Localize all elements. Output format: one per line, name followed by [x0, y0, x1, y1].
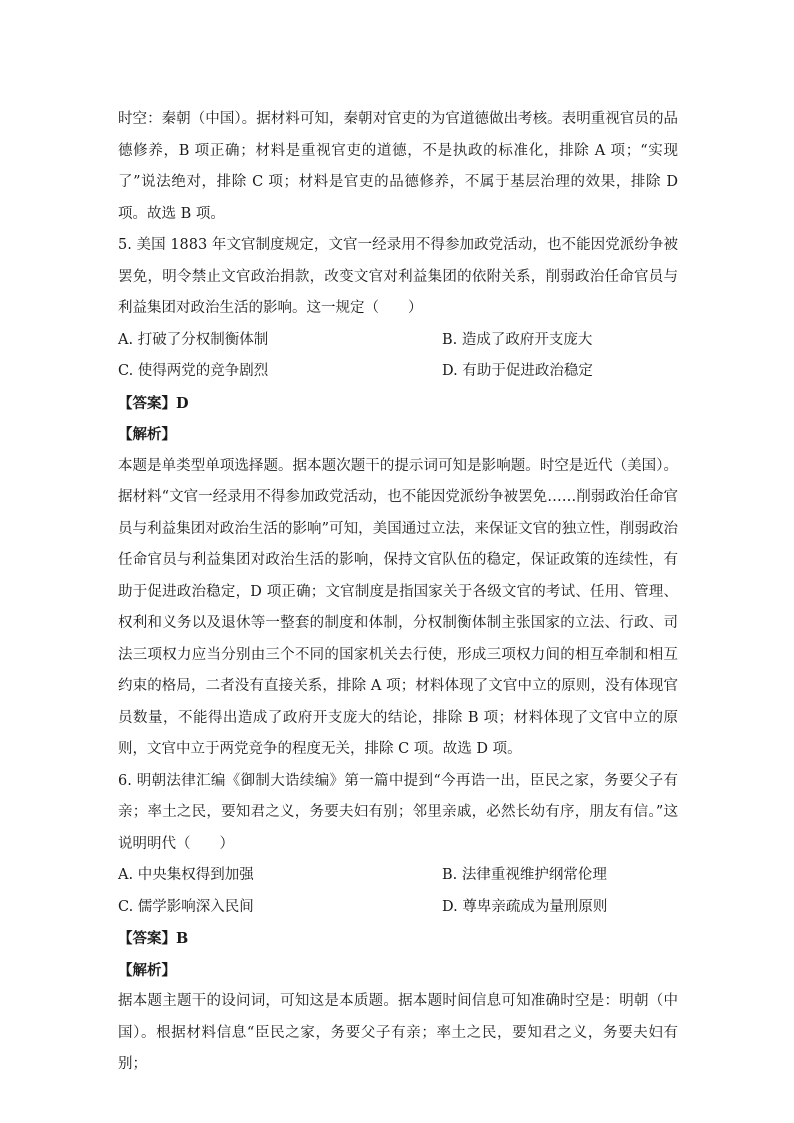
question-5-stem: 5. 美国 1883 年文官制度规定，文官一经录用不得参加政党活动，也不能因党派纷争被罢免，明令禁止文官政治捐款，改变文官对利益集团的依附关系，削弱政治任命官员与利益集团对政治生活的影响。这一规定（ ） [118, 237, 678, 316]
question-6-answer: 【答案】B [118, 930, 189, 947]
question-5-option-b: B. 造成了政府开支庞大 [442, 331, 593, 348]
question-5-option-d: D. 有助于促进政治稳定 [442, 363, 593, 379]
question-5-option-a: A. 打破了分权制衡体制 [118, 331, 269, 348]
question-6-analysis-label: 【解析】 [118, 961, 176, 979]
document-page [118, 104, 678, 1081]
question-6-option-d: D. 尊卑亲疏成为量刑原则 [442, 898, 608, 915]
question-6-options-row-2 [118, 892, 678, 924]
question-5-options-row-2 [118, 356, 678, 388]
question-5-option-c: C. 使得两党的竞争剧烈 [118, 363, 269, 379]
question-6-analysis: 据本题主题干的设问词，可知这是本质题。据本题时间信息可知准确时空是：明朝（中国）。根据材料信息“臣民之家，务要父子有亲；率土之民，要知君之义，务要夫妇有别； [118, 993, 678, 1072]
question-6-option-c: C. 儒学影响深入民间 [118, 898, 254, 915]
question-6-option-a: A. 中央集权得到加强 [118, 867, 254, 883]
question-6-option-b: B. 法律重视维护纲常伦理 [442, 867, 607, 883]
question-6-stem: 6. 明朝法律汇编《御制大诰续编》第一篇中提到“今再诰一出，臣民之家，务要父子有亲；率土之民，要知君之义，务要夫妇有别；邻里亲戚，必然长幼有序，朋友有信。”这说明明代（ ） [118, 772, 678, 852]
question-5-options-row-1 [118, 325, 678, 357]
question-5-analysis: 本题是单类型单项选择题。据本题次题干的提示词可知是影响题。时空是近代（美国）。据材料“文官一经录用不得参加政党活动，也不能因党派纷争被罢免……削弱政治任命官员与利益集团对政治生活的影响”可知，美国通过立法，来保证文官的独立性，削弱政治任命官员与利益集团对政治生活的影响，保持文官队伍的稳定，保证政策的连续性，有助于促进政治稳定，D 项正确；文官制度是指国家关于各级文官的考试、任用、管理、权利和义务以及退休等一整套的制度和体制，分权制衡体制主张国家的立法、行政、司法三项权力应当分别由三个不同的国家机关去行使，形成三项权力间的相互牵制和相互约束的格局，二者没有直接关系，排除 A 项；材料体现了文官中立的原则，没有体现官员数量，不能得出造成了政府开支庞大的结论，排除 B 项；材料体现了文官中立的原则，文官中立于两党竞争的程度无关，排除 C 项。故选 D 项。 [118, 457, 678, 757]
question-6-options-row-1 [118, 860, 678, 892]
question-5-analysis-label: 【解析】 [118, 426, 176, 443]
question-5-answer: 【答案】D [118, 394, 189, 412]
previous-analysis-paragraph: 时空：秦朝（中国）。据材料可知，秦朝对官吏的为官道德做出考核。表明重视官员的品德修养，B 项正确；材料是重视官吏的道德，不是执政的标准化，排除 A 项；“实现了”说法绝对，排除 C 项；材料是官吏的品德修养，不属于基层治理的效果，排除 D 项。故选 B 项。 [118, 111, 678, 222]
